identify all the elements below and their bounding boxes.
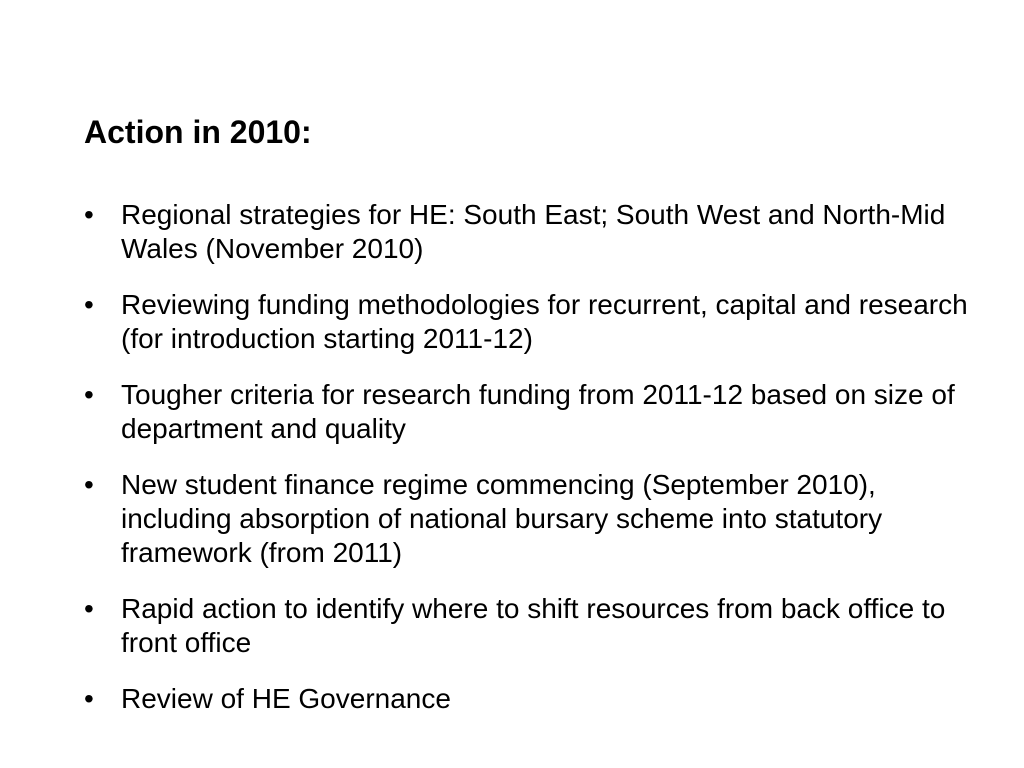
bullet-text: Review of HE Governance (121, 683, 451, 714)
bullet-dot-icon: • (84, 593, 94, 624)
bullet-item-shift-resources (84, 592, 994, 660)
bullet-text: Reviewing funding methodologies for recurrent, capital and research (for introduction starting 2011-12) (121, 289, 968, 354)
bullet-list (84, 198, 994, 738)
bullet-text: Tougher criteria for research funding from 2011-12 based on size of department and quality (121, 379, 955, 444)
bullet-item-student-finance-regime (84, 468, 994, 570)
bullet-text: New student finance regime commencing (September 2010), including absorption of national bursary scheme into statutory framework (from 2011) (121, 469, 883, 568)
bullet-dot-icon: • (84, 199, 94, 230)
bullet-item-research-funding-criteria (84, 378, 994, 446)
bullet-text: Rapid action to identify where to shift resources from back office to front office (121, 593, 946, 658)
bullet-item-he-governance (84, 682, 994, 716)
bullet-dot-icon: • (84, 379, 94, 410)
bullet-dot-icon: • (84, 683, 94, 714)
bullet-text: Regional strategies for HE: South East; South West and North-Mid Wales (November 2010) (121, 199, 946, 264)
bullet-item-regional-strategies (84, 198, 994, 266)
slide-title: Action in 2010: (84, 114, 312, 150)
bullet-dot-icon: • (84, 469, 94, 500)
bullet-item-funding-methodologies (84, 288, 994, 356)
bullet-dot-icon: • (84, 289, 94, 320)
